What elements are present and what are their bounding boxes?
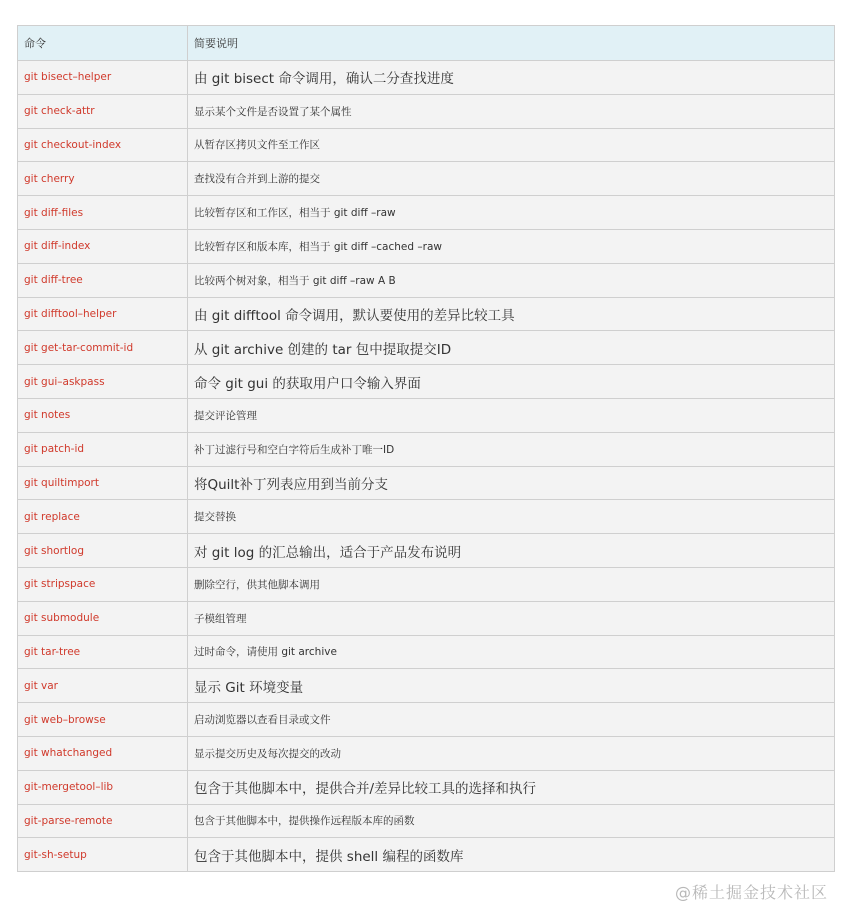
command-cell: git web–browse	[18, 703, 188, 737]
table-row	[18, 297, 835, 331]
description-cell: 过时命令，请使用 git archive	[188, 635, 835, 669]
command-cell: git patch-id	[18, 432, 188, 466]
command-cell: git whatchanged	[18, 736, 188, 770]
command-cell: git diff-tree	[18, 263, 188, 297]
table-row	[18, 466, 835, 500]
command-cell: git submodule	[18, 601, 188, 635]
description-cell: 包含于其他脚本中，提供操作远程版本库的函数	[188, 804, 835, 838]
command-cell: git tar-tree	[18, 635, 188, 669]
header-description: 简要说明	[188, 26, 835, 61]
table-row	[18, 196, 835, 230]
description-cell: 将Quilt补丁列表应用到当前分支	[188, 466, 835, 500]
table-row	[18, 94, 835, 128]
command-cell: git stripspace	[18, 567, 188, 601]
table-row	[18, 162, 835, 196]
description-cell: 子模组管理	[188, 601, 835, 635]
table-row	[18, 534, 835, 568]
command-cell: git replace	[18, 500, 188, 534]
description-cell: 删除空行，供其他脚本调用	[188, 567, 835, 601]
command-cell: git difftool–helper	[18, 297, 188, 331]
git-commands-table	[17, 25, 835, 872]
description-cell: 对 git log 的汇总输出，适合于产品发布说明	[188, 534, 835, 568]
command-cell: git get-tar-commit-id	[18, 331, 188, 365]
table-row	[18, 669, 835, 703]
description-cell: 补丁过滤行号和空白字符后生成补丁唯一ID	[188, 432, 835, 466]
command-cell: git notes	[18, 398, 188, 432]
table-row	[18, 263, 835, 297]
table-row	[18, 838, 835, 872]
command-cell: git checkout-index	[18, 128, 188, 162]
command-cell: git quiltimport	[18, 466, 188, 500]
description-cell: 启动浏览器以查看目录或文件	[188, 703, 835, 737]
description-cell: 显示 Git 环境变量	[188, 669, 835, 703]
description-cell: 从暂存区拷贝文件至工作区	[188, 128, 835, 162]
table-row	[18, 331, 835, 365]
command-cell: git shortlog	[18, 534, 188, 568]
description-cell: 比较暂存区和版本库，相当于 git diff –cached –raw	[188, 229, 835, 263]
table-row	[18, 703, 835, 737]
description-cell: 包含于其他脚本中，提供 shell 编程的函数库	[188, 838, 835, 872]
command-cell: git diff-files	[18, 196, 188, 230]
table-body	[18, 61, 835, 872]
table-row	[18, 804, 835, 838]
table-row	[18, 365, 835, 399]
watermark: @稀土掘金技术社区	[674, 883, 828, 902]
table-row	[18, 736, 835, 770]
description-cell: 查找没有合并到上游的提交	[188, 162, 835, 196]
description-cell: 从 git archive 创建的 tar 包中提取提交ID	[188, 331, 835, 365]
description-cell: 比较暂存区和工作区，相当于 git diff –raw	[188, 196, 835, 230]
description-cell: 包含于其他脚本中，提供合并/差异比较工具的选择和执行	[188, 770, 835, 804]
command-cell: git var	[18, 669, 188, 703]
header-command: 命令	[18, 26, 188, 61]
command-cell: git cherry	[18, 162, 188, 196]
description-cell: 显示提交历史及每次提交的改动	[188, 736, 835, 770]
description-cell: 提交替换	[188, 500, 835, 534]
description-cell: 显示某个文件是否设置了某个属性	[188, 94, 835, 128]
command-cell: git bisect–helper	[18, 61, 188, 95]
table-row	[18, 770, 835, 804]
table-row	[18, 635, 835, 669]
command-cell: git-parse-remote	[18, 804, 188, 838]
table-row	[18, 128, 835, 162]
description-cell: 命令 git gui 的获取用户口令输入界面	[188, 365, 835, 399]
command-cell: git-sh-setup	[18, 838, 188, 872]
table-row	[18, 229, 835, 263]
description-cell: 提交评论管理	[188, 398, 835, 432]
table-row	[18, 398, 835, 432]
command-cell: git-mergetool–lib	[18, 770, 188, 804]
command-cell: git gui–askpass	[18, 365, 188, 399]
command-cell: git diff-index	[18, 229, 188, 263]
table-row	[18, 432, 835, 466]
table-row	[18, 500, 835, 534]
table-header-row	[18, 26, 835, 61]
table-row	[18, 61, 835, 95]
description-cell: 由 git bisect 命令调用，确认二分查找进度	[188, 61, 835, 95]
description-cell: 比较两个树对象，相当于 git diff –raw A B	[188, 263, 835, 297]
command-cell: git check-attr	[18, 94, 188, 128]
cropped-heading-fragment	[30, 0, 90, 4]
description-cell: 由 git difftool 命令调用，默认要使用的差异比较工具	[188, 297, 835, 331]
table-row	[18, 567, 835, 601]
table-row	[18, 601, 835, 635]
